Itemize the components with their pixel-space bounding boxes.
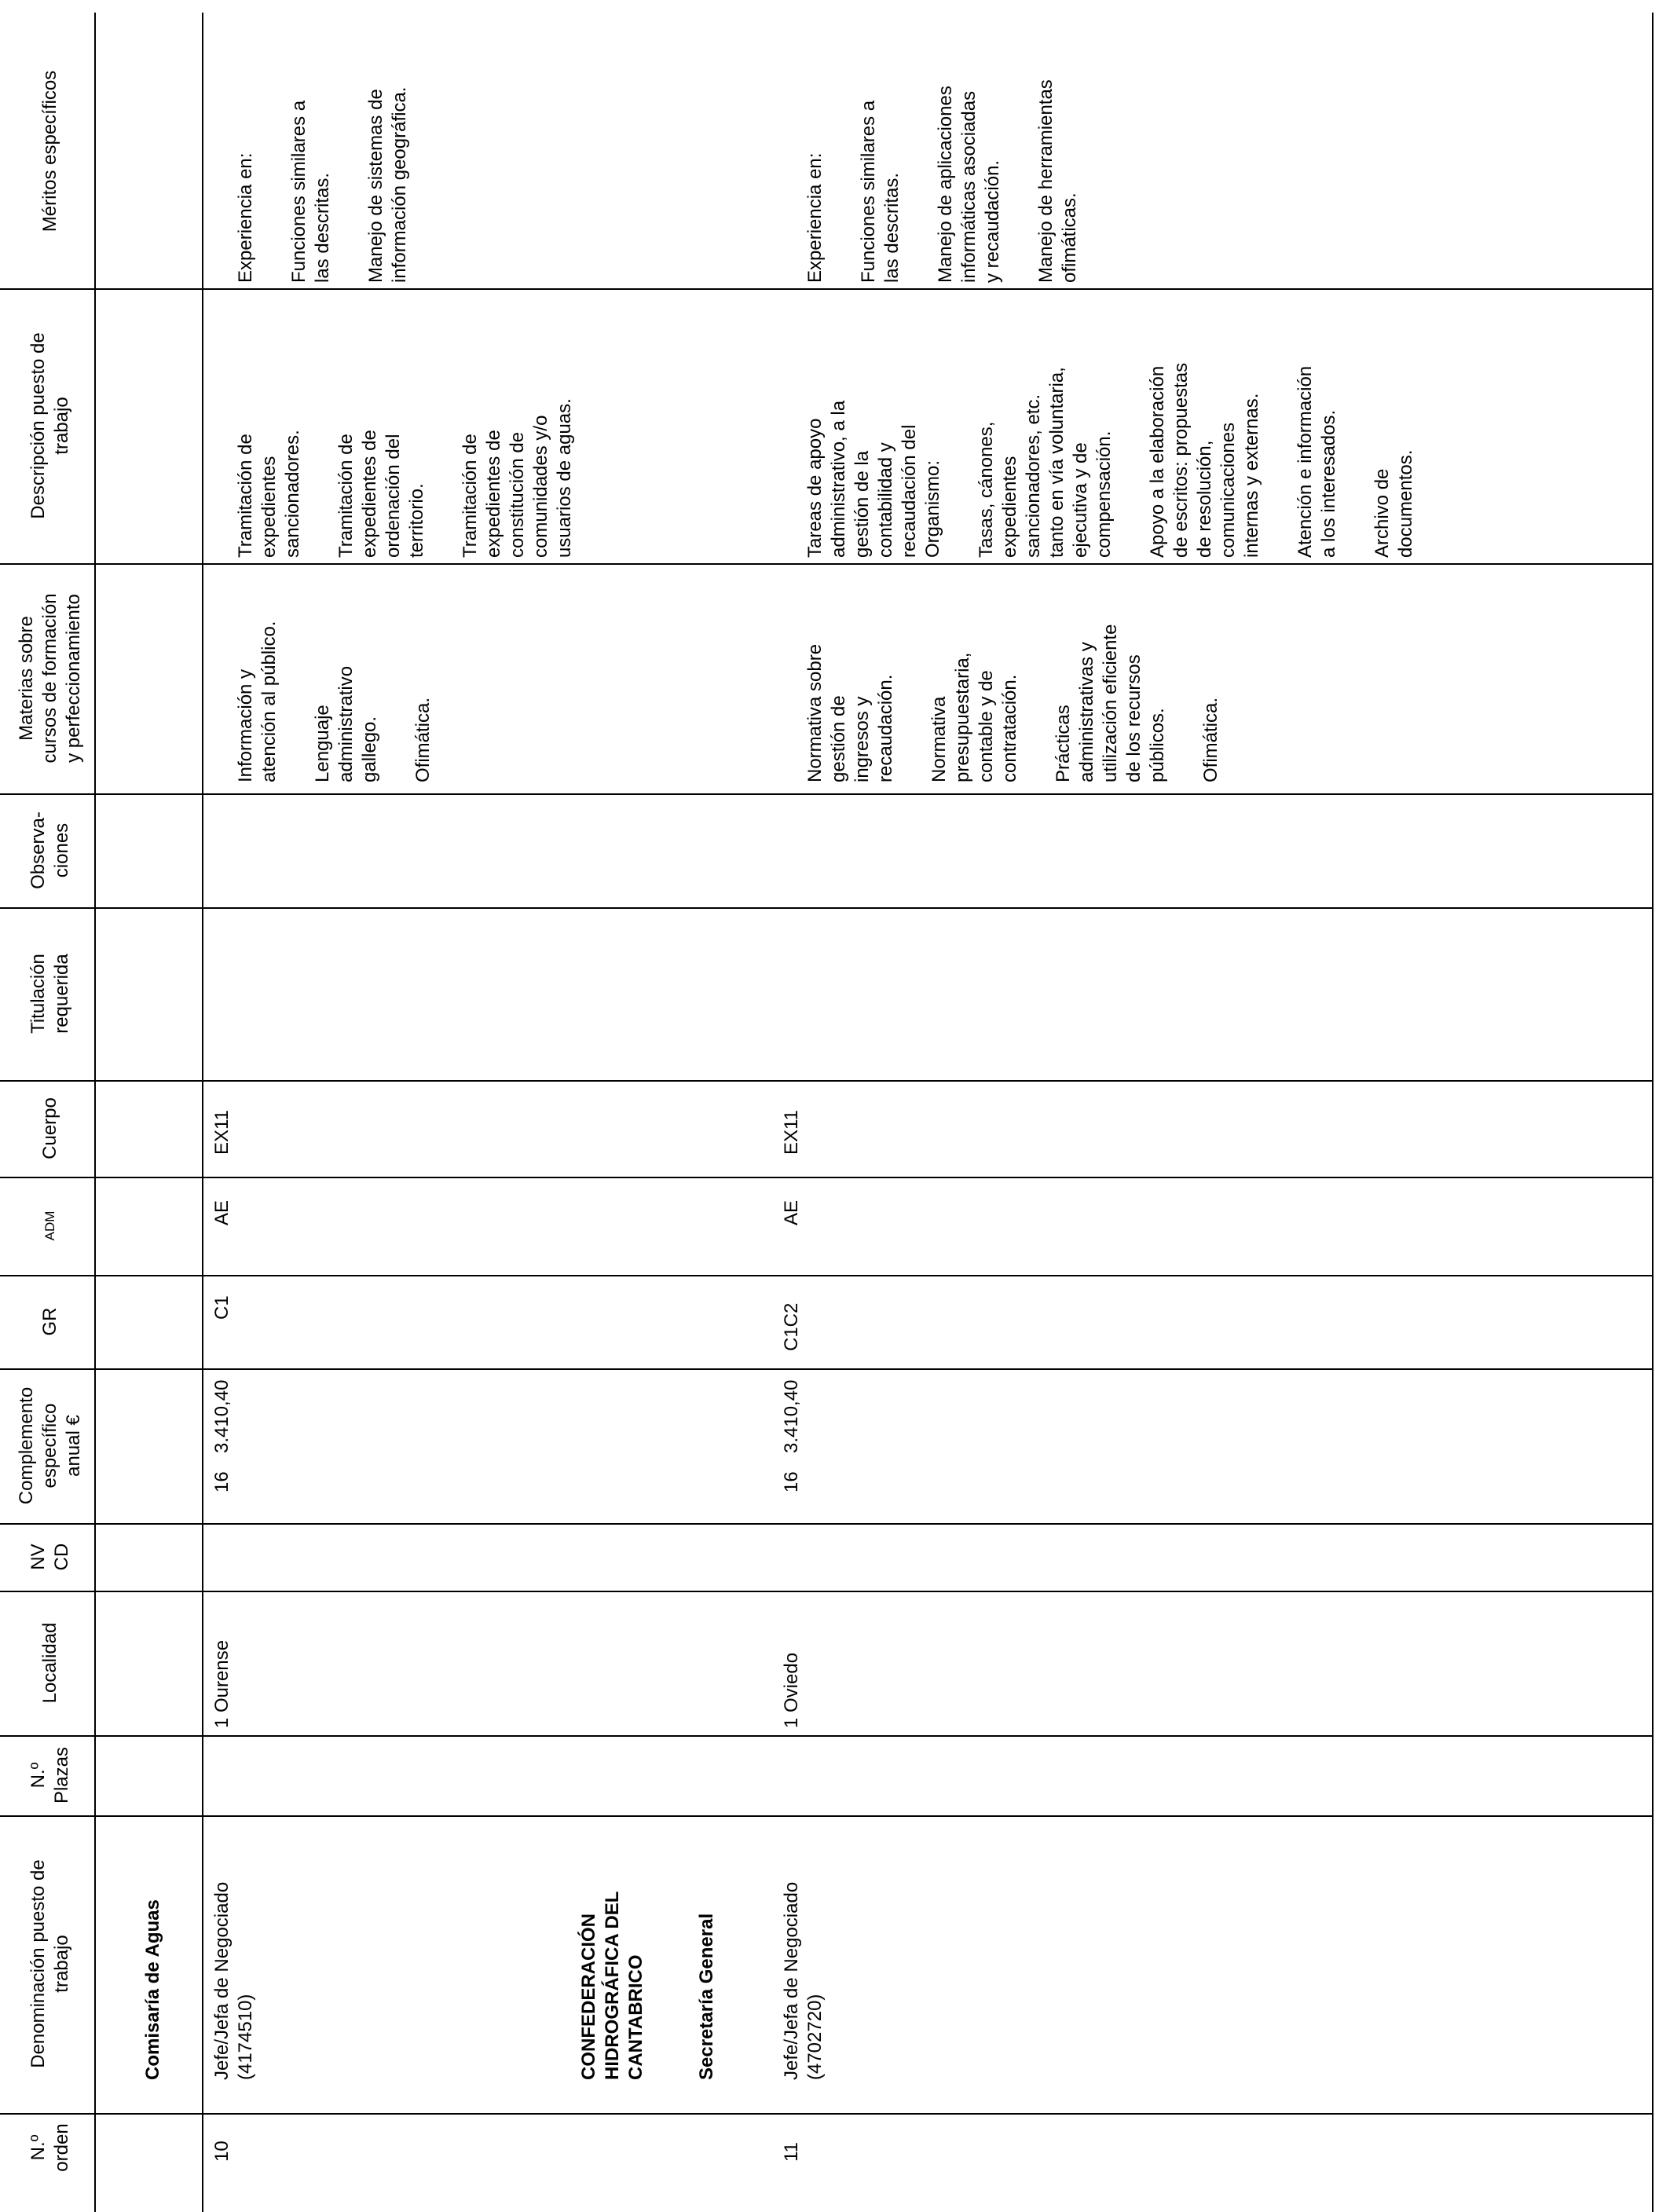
- row11-denominacion: Jefe/Jefa de Negociado (4702720): [781, 1881, 826, 2080]
- row11-complemento: 3.410,40: [781, 1379, 802, 1453]
- section-comisaria: Comisaría de Aguas: [142, 1899, 163, 2080]
- header-denominacion: Denominación puesto de trabajo: [27, 1859, 72, 2068]
- row11-descripcion-item: Apoyo a la elaboración de escritos: propuestas de resolución, comunicaciones internas y externas.: [1147, 362, 1262, 558]
- row11-meritos-item: Manejo de aplicaciones informáticas asociadas y recaudación.: [935, 86, 1003, 283]
- header-materias: Materias sobre cursos de formación y perfeccionamiento: [16, 593, 84, 764]
- row11-plazas: 1: [781, 1717, 802, 1728]
- row11-localidad: Oviedo: [781, 1652, 802, 1712]
- row11-observaciones: [780, 801, 811, 895]
- row11-materias: [780, 572, 1221, 782]
- row10-descripcion-item: Tramitación de expedientes sancionadores.: [235, 430, 303, 558]
- row11-meritos: [780, 16, 1080, 283]
- col-divider-3: [0, 1735, 1653, 1737]
- row11-orden: 11: [781, 2142, 802, 2162]
- row10-meritos-item: Manejo de sistemas de información geográfica.: [365, 86, 410, 283]
- row10-meritos: [211, 16, 410, 283]
- header-nivel: NV CD: [27, 1543, 72, 1571]
- table-right-border: [1652, 13, 1654, 2212]
- row11-meritos-item: Manejo de herramientas ofimáticas.: [1035, 79, 1080, 283]
- row11-materias-item: Prácticas administrativas y utilización eficiente de los recursos públicos.: [1053, 624, 1168, 782]
- row10-orden: 10: [211, 2141, 233, 2162]
- header-orden: N.º orden: [27, 2123, 72, 2172]
- row10-descripcion: [211, 298, 575, 558]
- row11-nivel: 16: [781, 1471, 802, 1492]
- col-divider-1: [0, 2113, 1653, 2115]
- header-body-divider: [202, 13, 203, 2212]
- col-divider-7: [0, 1275, 1653, 1276]
- col-divider-4: [0, 1591, 1653, 1592]
- row10-descripcion-item: Tramitación de expedientes de constitución de comunidades y/o usuarios de aguas.: [460, 398, 575, 558]
- row11-descripcion-item: Archivo de documentos.: [1372, 449, 1416, 558]
- row10-adm: AE: [211, 1199, 233, 1225]
- row10-meritos-item: Experiencia en:: [235, 152, 256, 283]
- section-confederacion: CONFEDERACIÓN HIDROGRÁFICA DEL CANTABRICO: [578, 1891, 646, 2080]
- row10-denominacion: Jefe/Jefa de Negociado (4174510): [211, 1881, 256, 2080]
- col-divider-5: [0, 1523, 1653, 1525]
- row11-descripcion-item: Tareas de apoyo administrativo, a la gestión de la contabilidad y recaudación del Organismo:: [804, 400, 943, 558]
- row10-titulacion: [211, 919, 242, 1068]
- row11-descripcion: [780, 298, 1416, 558]
- header-meritos: Méritos específicos: [39, 70, 60, 233]
- table-left-border: [94, 13, 96, 2212]
- row11-titulacion: [780, 919, 811, 1068]
- row11-materias-item: Normativa sobre gestión de ingresos y recaudación.: [804, 643, 896, 782]
- row10-observaciones: [211, 801, 242, 895]
- row11-descripcion-item: Atención e información a los interesados.: [1295, 365, 1339, 558]
- row11-meritos-item: Experiencia en:: [804, 152, 826, 283]
- header-grupo: GR: [39, 1307, 60, 1336]
- header-localidad: Localidad: [39, 1622, 60, 1704]
- row11-adm: AE: [781, 1199, 802, 1225]
- row10-materias-item: Ofimática.: [412, 697, 434, 782]
- header-observaciones: Observa- ciones: [27, 811, 72, 889]
- row10-complemento: 3.410,40: [211, 1379, 233, 1453]
- header-titulacion: Titulación requerida: [27, 954, 72, 1034]
- header-complemento: Complemento específico anual €: [16, 1386, 84, 1505]
- row10-nivel: 16: [211, 1471, 233, 1492]
- row11-meritos-item: Funciones similares a las descritas.: [858, 100, 903, 283]
- row10-grupo: C1: [211, 1295, 233, 1320]
- row10-descripcion-item: Tramitación de expedientes de ordenación del territorio.: [335, 430, 427, 558]
- section-secretaria: Secretaría General: [696, 1913, 717, 2080]
- col-divider-12: [0, 563, 1653, 565]
- row11-materias-item: Normativa presupuestaria, contable y de contratación.: [928, 652, 1020, 782]
- header-descripcion: Descripción puesto de trabajo: [27, 332, 72, 519]
- row10-materias: [211, 572, 434, 782]
- col-divider-10: [0, 907, 1653, 909]
- row11-cuerpo: EX11: [781, 1110, 802, 1155]
- col-divider-13: [0, 288, 1653, 290]
- header-cuerpo: Cuerpo: [39, 1097, 60, 1159]
- col-divider-6: [0, 1368, 1653, 1370]
- row11-descripcion-item: Tasas, cánones, expedientes sancionadores, etc. tanto en vía voluntaria, ejecutiva y de compensación.: [976, 367, 1115, 558]
- row10-materias-item: Lenguaje administrativo gallego.: [312, 665, 380, 782]
- row10-plazas: 1: [211, 1717, 233, 1728]
- row10-meritos-item: Funciones similares a las descritas.: [288, 100, 333, 283]
- row11-grupo: C1C2: [781, 1302, 802, 1351]
- row10-materias-item: Información y atención al público.: [235, 621, 280, 782]
- col-divider-9: [0, 1080, 1653, 1082]
- col-divider-8: [0, 1177, 1653, 1178]
- header-plazas: N.º Plazas: [27, 1746, 72, 1804]
- row10-localidad: Ourense: [211, 1639, 233, 1712]
- col-divider-11: [0, 793, 1653, 795]
- row11-materias-item: Ofimática.: [1200, 697, 1221, 782]
- header-adm: ADM: [42, 1210, 57, 1241]
- row10-cuerpo: EX11: [211, 1110, 233, 1155]
